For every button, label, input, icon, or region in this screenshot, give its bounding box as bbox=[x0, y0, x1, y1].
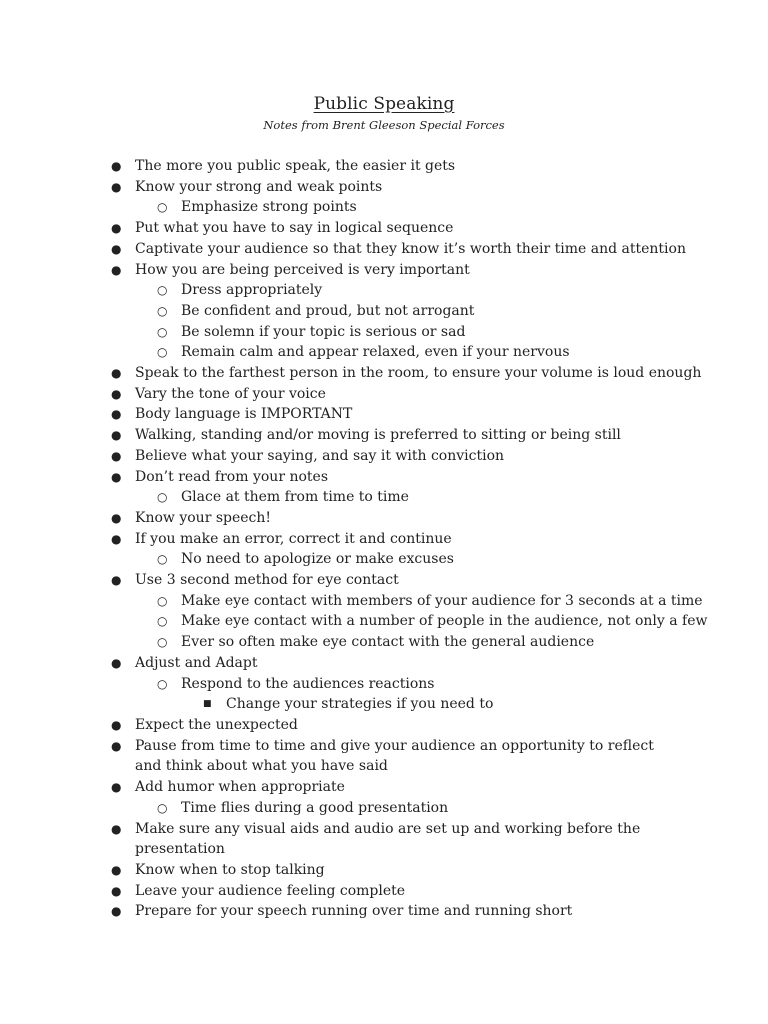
list-item-text: No need to apologize or make excuses bbox=[181, 551, 454, 568]
list-item bbox=[0, 819, 768, 860]
bullet-l1-icon: ● bbox=[111, 241, 122, 256]
list-item-text: Be solemn if your topic is serious or sad bbox=[181, 323, 466, 340]
bullet-l2-icon: ○ bbox=[157, 614, 168, 629]
list-item bbox=[0, 694, 768, 715]
bullet-l1-icon: ● bbox=[111, 262, 122, 277]
list-item bbox=[0, 197, 768, 218]
list-item bbox=[0, 156, 768, 177]
list-item bbox=[0, 549, 768, 570]
list-item-text: Remain calm and appear relaxed, even if your nervous bbox=[181, 344, 570, 361]
list-item bbox=[0, 591, 768, 612]
list-item bbox=[0, 860, 768, 881]
bullet-l3-icon: ■ bbox=[203, 699, 212, 710]
list-item bbox=[0, 467, 768, 488]
list-item bbox=[0, 218, 768, 239]
list-item bbox=[0, 177, 768, 198]
notes-list bbox=[0, 156, 768, 922]
list-item-text: Time flies during a good presentation bbox=[181, 799, 449, 816]
bullet-l1-icon: ● bbox=[111, 386, 122, 401]
bullet-l1-icon: ● bbox=[111, 780, 122, 795]
list-item-text: Don’t read from your notes bbox=[135, 468, 328, 485]
bullet-l1-icon: ● bbox=[111, 862, 122, 877]
list-item bbox=[0, 301, 768, 322]
list-item-text: Ever so often make eye contact with the general audience bbox=[181, 634, 595, 651]
list-item-text: Put what you have to say in logical sequence bbox=[135, 220, 454, 237]
bullet-l1-icon: ● bbox=[111, 573, 122, 588]
list-item-text: Know your strong and weak points bbox=[135, 178, 383, 195]
list-item bbox=[0, 611, 768, 632]
list-item-text: Make sure any visual aids and audio are set up and working before the presentation bbox=[135, 820, 641, 858]
list-item-text: Walking, standing and/or moving is preferred to sitting or being still bbox=[135, 427, 621, 444]
bullet-l1-icon: ● bbox=[111, 159, 122, 173]
list-item-text: Make eye contact with members of your audience for 3 seconds at a time bbox=[181, 592, 703, 609]
list-item bbox=[0, 384, 768, 405]
bullet-l1-icon: ● bbox=[111, 904, 122, 919]
list-item-text: Dress appropriately bbox=[181, 282, 323, 299]
list-item-text: Use 3 second method for eye contact bbox=[135, 572, 399, 589]
bullet-l2-icon: ○ bbox=[157, 593, 168, 608]
bullet-l2-icon: ○ bbox=[157, 303, 168, 318]
list-item bbox=[0, 653, 768, 674]
list-item bbox=[0, 446, 768, 467]
list-item bbox=[0, 342, 768, 363]
list-item-text: Vary the tone of your voice bbox=[135, 385, 326, 402]
document-title: Public Speaking bbox=[313, 94, 455, 114]
list-item-text: Change your strategies if you need to bbox=[226, 696, 494, 713]
bullet-l1-icon: ● bbox=[111, 510, 122, 525]
bullet-l1-icon: ● bbox=[111, 531, 122, 546]
bullet-l1-icon: ● bbox=[111, 366, 122, 381]
list-item bbox=[0, 280, 768, 301]
list-item bbox=[0, 715, 768, 736]
list-item-text: How you are being perceived is very important bbox=[135, 261, 470, 278]
bullet-l2-icon: ○ bbox=[157, 676, 168, 691]
list-item bbox=[0, 260, 768, 281]
list-item-text: Add humor when appropriate bbox=[135, 779, 345, 796]
bullet-l1-icon: ● bbox=[111, 717, 122, 732]
list-item-text: Body language is IMPORTANT bbox=[135, 406, 353, 423]
list-item-text: Pause from time to time and give your audience an opportunity to reflect and think about what you have said bbox=[135, 737, 654, 775]
list-item-text: Be confident and proud, but not arrogant bbox=[181, 302, 475, 319]
bullet-l1-icon: ● bbox=[111, 738, 122, 753]
bullet-l1-icon: ● bbox=[111, 821, 122, 836]
list-item-text: Know your speech! bbox=[135, 509, 272, 526]
bullet-l1-icon: ● bbox=[111, 221, 122, 236]
list-item-text: Prepare for your speech running over time and running short bbox=[135, 903, 573, 920]
list-item bbox=[0, 404, 768, 425]
list-item bbox=[0, 798, 768, 819]
list-item bbox=[0, 529, 768, 550]
list-item bbox=[0, 901, 768, 922]
list-item bbox=[0, 239, 768, 260]
bullet-l1-icon: ● bbox=[111, 407, 122, 422]
list-item bbox=[0, 881, 768, 902]
bullet-l1-icon: ● bbox=[111, 655, 122, 670]
bullet-l2-icon: ○ bbox=[157, 490, 168, 505]
list-item-text: Speak to the farthest person in the room, to ensure your volume is loud enough bbox=[135, 365, 702, 382]
bullet-l2-icon: ○ bbox=[157, 345, 168, 360]
bullet-l1-icon: ● bbox=[111, 428, 122, 443]
list-item bbox=[0, 632, 768, 653]
list-item-text: Emphasize strong points bbox=[181, 199, 357, 216]
list-item bbox=[0, 570, 768, 591]
list-item-text: Make eye contact with a number of people in the audience, not only a few bbox=[181, 613, 708, 630]
bullet-l2-icon: ○ bbox=[157, 324, 168, 339]
list-item bbox=[0, 736, 768, 777]
list-item-text: Captivate your audience so that they know it’s worth their time and attention bbox=[135, 240, 686, 257]
list-item-text: Expect the unexpected bbox=[135, 716, 298, 733]
bullet-l2-icon: ○ bbox=[157, 635, 168, 650]
list-item-text: Adjust and Adapt bbox=[135, 654, 258, 671]
list-item-text: Know when to stop talking bbox=[135, 861, 325, 878]
list-item bbox=[0, 487, 768, 508]
list-item bbox=[0, 508, 768, 529]
list-item-text: Respond to the audiences reactions bbox=[181, 675, 435, 692]
bullet-l1-icon: ● bbox=[111, 469, 122, 484]
bullet-l1-icon: ● bbox=[111, 448, 122, 463]
bullet-l1-icon: ● bbox=[111, 883, 122, 898]
list-item-text: Believe what your saying, and say it with conviction bbox=[135, 447, 505, 464]
list-item-text: Glace at them from time to time bbox=[181, 489, 409, 506]
bullet-l2-icon: ○ bbox=[157, 800, 168, 815]
bullet-l2-icon: ○ bbox=[157, 552, 168, 567]
document-subtitle: Notes from Brent Gleeson Special Forces bbox=[263, 118, 505, 132]
list-item-text: The more you public speak, the easier it gets bbox=[135, 158, 456, 174]
list-item bbox=[0, 322, 768, 343]
bullet-l2-icon: ○ bbox=[157, 283, 168, 298]
list-item-text: Leave your audience feeling complete bbox=[135, 882, 406, 899]
bullet-l1-icon: ● bbox=[111, 179, 122, 194]
list-item-text: If you make an error, correct it and continue bbox=[135, 530, 452, 547]
list-item bbox=[0, 363, 768, 384]
bullet-l2-icon: ○ bbox=[157, 200, 168, 215]
list-item bbox=[0, 674, 768, 695]
list-item bbox=[0, 425, 768, 446]
list-item bbox=[0, 777, 768, 798]
